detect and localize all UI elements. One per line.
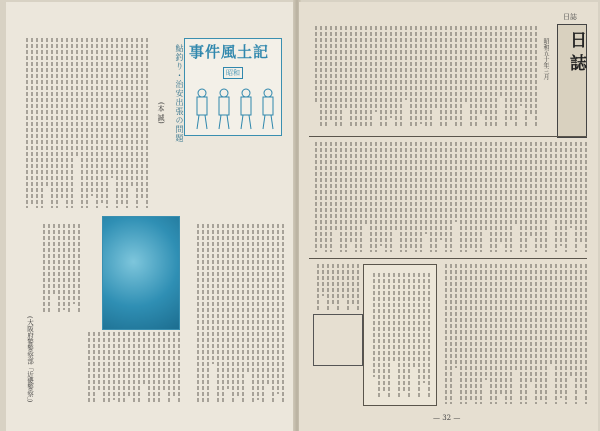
left-page (6, 2, 295, 431)
running-header: 日誌 (563, 13, 577, 21)
bottom-caption: (大阪府警警察部「近畿警察」) (26, 316, 34, 403)
diary-text-top (311, 26, 537, 128)
right-page (299, 2, 598, 431)
section-divider (309, 136, 587, 137)
section-divider (309, 258, 587, 259)
series-title: 事件風土記 (189, 43, 270, 61)
diary-date: 昭和五十年三月 (542, 38, 549, 80)
diary-title: 日誌 (566, 31, 586, 77)
police-figure-icon (237, 87, 255, 131)
series-subtitle: 昭和 (223, 67, 243, 79)
diary-text-lower-left (311, 264, 359, 310)
article-photo (102, 216, 180, 330)
diary-title-box (557, 24, 587, 138)
article-text-bottom-left (36, 224, 80, 314)
diary-text-middle (311, 142, 587, 252)
diary-text-lower-right (439, 264, 587, 404)
notice-text (370, 273, 430, 397)
police-figure-icon (259, 87, 277, 131)
notice-box (363, 264, 437, 406)
story-heading: 鮎釣り・治安出張の問題 (175, 44, 184, 143)
page-number: — 32 — (433, 414, 461, 422)
publisher-stamp (313, 314, 363, 366)
article-text-lower-middle (80, 332, 180, 404)
police-figure-icon (193, 87, 211, 131)
police-figure-icon (215, 87, 233, 131)
story-author: (本 誠) (157, 102, 165, 124)
series-title-box (184, 38, 282, 136)
article-text-top-left (16, 38, 148, 208)
article-text-bottom-right (186, 224, 284, 404)
